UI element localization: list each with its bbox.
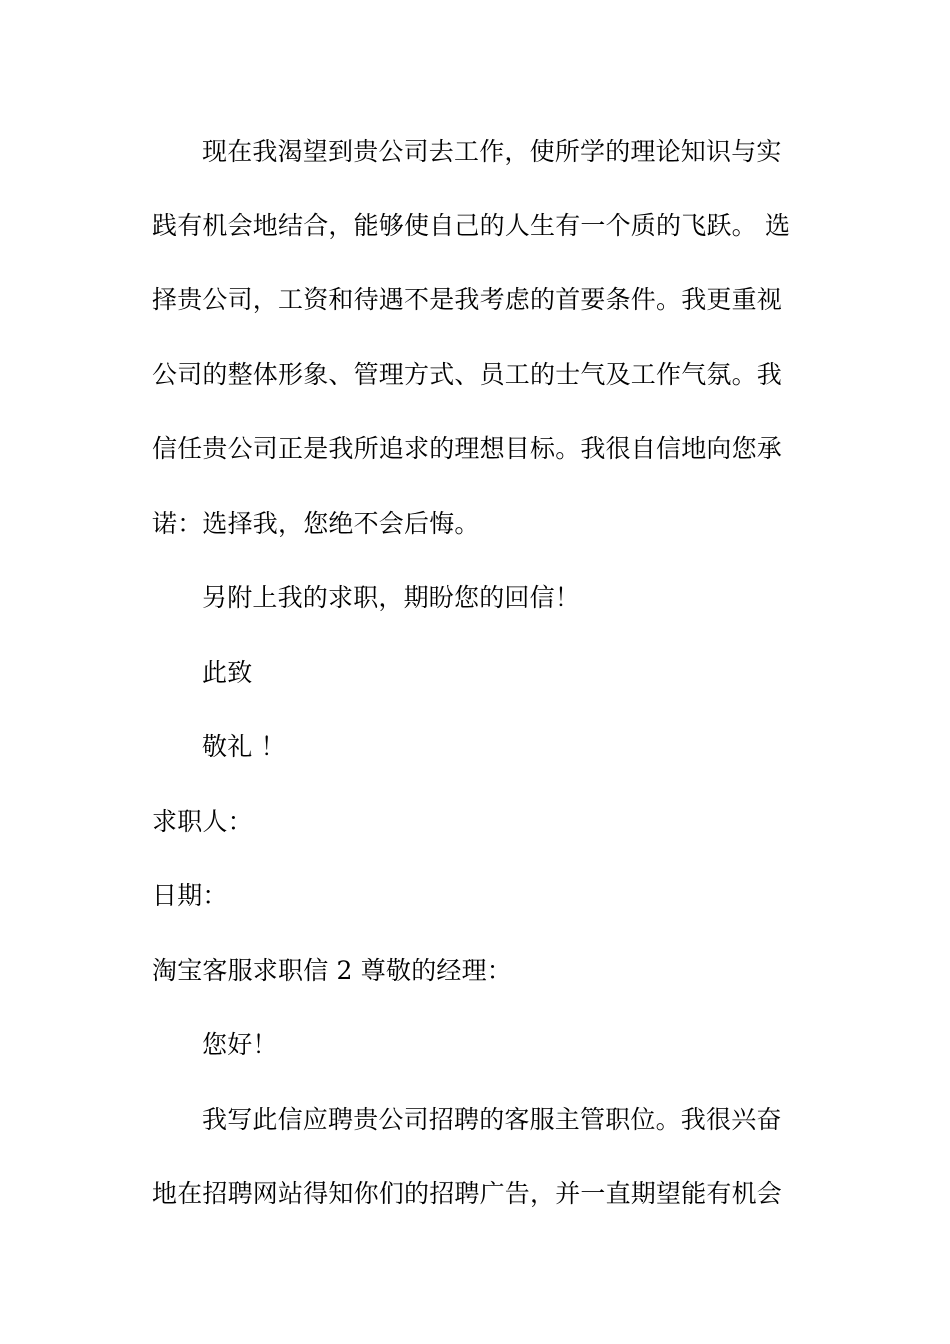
paragraph-line-6: 诺：选择我，您绝不会后悔。 bbox=[152, 509, 480, 538]
closing-salute: 敬礼 ！ bbox=[202, 732, 286, 761]
paragraph-line-4: 公司的整体形象、管理方式、员工的士气及工作气氛。我 bbox=[152, 360, 783, 389]
paragraph-line-8: 地在招聘网站得知你们的招聘广告，并一直期望能有机会 bbox=[152, 1179, 783, 1208]
paragraph-line-3: 择贵公司，工资和待遇不是我考虑的首要条件。我更重视 bbox=[152, 285, 783, 314]
attachment-line: 另附上我的求职，期盼您的回信！ bbox=[202, 583, 581, 612]
paragraph-line-5: 信任贵公司正是我所追求的理想目标。我很自信地向您承 bbox=[152, 434, 783, 463]
paragraph-line-2: 践有机会地结合，能够使自己的人生有一个质的飞跃。 选 bbox=[152, 211, 791, 240]
date-label: 日期： bbox=[152, 881, 228, 910]
greeting-line: 您好！ bbox=[202, 1030, 278, 1059]
closing-greeting: 此致 bbox=[202, 658, 253, 687]
paragraph-line-1: 现在我渴望到贵公司去工作，使所学的理论知识与实 bbox=[202, 137, 782, 166]
letter-title: 淘宝客服求职信 2 尊敬的经理： bbox=[152, 956, 513, 985]
paragraph-line-7: 我写此信应聘贵公司招聘的客服主管职位。我很兴奋 bbox=[202, 1105, 782, 1134]
applicant-label: 求职人： bbox=[152, 807, 253, 836]
